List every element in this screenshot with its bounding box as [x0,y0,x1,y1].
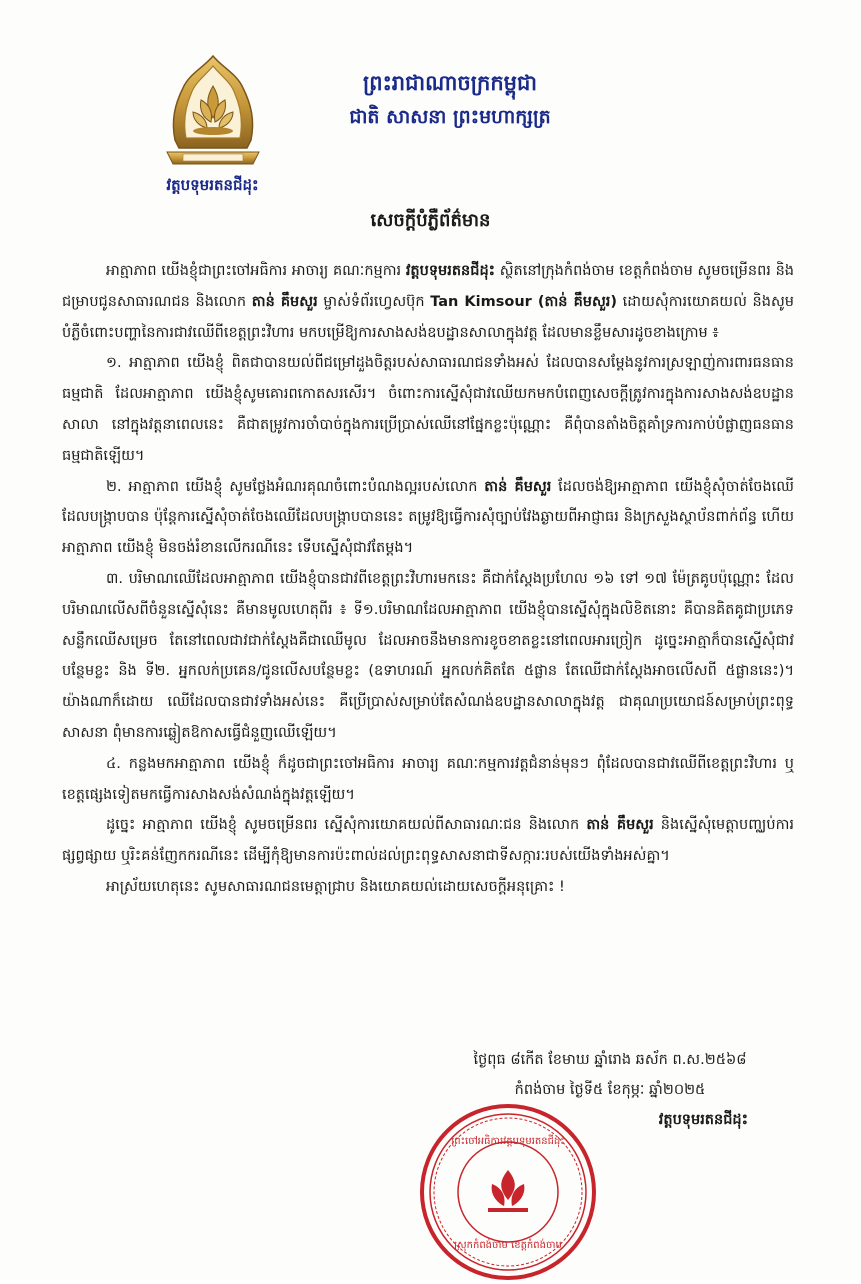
signer-name: វត្តបទុមរតនជីដុះ [658,1112,748,1128]
temple-seal-icon [416,1100,600,1284]
paragraph-text: ម្ចាស់ទំព័រហ្វេសប៊ុក [317,293,431,310]
motto-kingdom: ព្រះរាជាណាចក្រកម្ពុជា [362,70,537,95]
seal-text-bottom: ស្រុកកំពង់ចាម ខេត្តកំពង់ចាម [454,1240,562,1251]
document-body [62,256,794,903]
paragraph-text: ៣. បរិមាណឈើដែលអាត្មាភាព យើងខ្ញុំបានជាវពីខេត្តព្រះវិហារមកនេះ គឺជាក់ស្តែងប្រហែល ១៦ ទៅ ១៧ ម៉ែត្រគូបប៉ុណ្ណោះ ដែលបរិមាណលើសពីចំនួនស្នើសុំនេះ គឺមានមូលហេតុពីរ ៖ ទី១.បរិមាណដែលអាត្មាភាព យើងខ្ញុំបានស្នើសុំក្នុងលិខិតនោះ គឺបានគិតគូជាប្រភេទសន្លឹកឈើសម្រេច តែនៅពេលជាវជាក់ស្តែងគឺជាឈើមូល ដែលអាចនឹងមានការខូចខាតខ្លះនៅពេលអារច្រៀក ដូច្នេះអាត្មាក៏បានស្នើសុំជាវបន្ថែមខ្លះ និង ទី២. អ្នកលក់ប្រគេន/ជូនលើសបន្ថែមខ្លះ (ឧទាហរណ៍ អ្នកលក់គិតតែ ៥ផ្លាន តែឈើជាក់ស្តែងអាចលើសពី ៥ផ្លាននេះ)។ យ៉ាងណាក៏ដោយ ឈើដែលបានជាវទាំងអស់នេះ គឺប្រើប្រាស់សម្រាប់តែសំណង់ឧបដ្ឋានសាលាក្នុងវត្ត ជាគុណប្រយោជន៍សម្រាប់ព្រះពុទ្ធសាសនា ពុំមានការឆ្លៀតឱកាសធ្វើជំនួញឈើឡើយ។ [62,570,794,741]
bold-name-text: តាន់ គឹមសួរ [586,817,654,834]
body-paragraph [62,872,794,903]
motto-nation-religion-king: ជាតិ សាសនា ព្រះមហាក្សត្រ [349,106,551,128]
body-paragraph [62,749,794,811]
document-title: សេចក្តីបំភ្លឺព័ត៌មាន [370,210,491,231]
temple-name: វត្តបទុមរតនជីដុះ [166,176,259,194]
body-paragraph [62,348,794,471]
paragraph-text: ស្ថិតនៅក្រុងកំពង់ចាម ខេត្តកំពង់ចាម សូមចម្រើនពរ និងជម្រាបជូនសាធារណជន និងលោក [62,263,794,310]
seal-text-top: ព្រះចៅអធិការវត្តបទុមរតនជីដុះ [451,1136,565,1147]
bold-name-text: តាន់ គឹមសួរ [251,293,318,310]
temple-logo-block [140,52,285,198]
paragraph-text: អាត្មាភាព យើងខ្ញុំជាព្រះចៅអធិការ អាចារ្យ គណៈកម្មការ [106,263,406,279]
bold-name-text: វត្តបទុមរតនជីដុះ [405,263,496,279]
lunar-date: ថ្ងៃពុធ ៨កើត ខែមាឃ ឆ្នាំរោង ឆស័ក ព.ស.២៥៦៨ [473,1052,747,1068]
paragraph-text: ២. អាត្មាភាព យើងខ្ញុំ សូមថ្លែងអំណរគុណចំពោះបំណងល្អរបស់លោក [106,478,485,495]
body-paragraph [62,256,794,348]
place-date: កំពង់ចាម ថ្ងៃទី៥ ខែកុម្ភៈ ឆ្នាំ២០២៥ [514,1082,706,1098]
bold-name-text: Tan Kimsour (តាន់ គឹមសួរ) [430,293,618,310]
paragraph-text: ដូច្នេះ អាត្មាភាព យើងខ្ញុំ សូមចម្រើនពរ ស្នើសុំការយោគយល់ពីសាធារណៈជន និងលោក [106,817,587,834]
body-paragraph [62,472,794,564]
paragraph-text: និងស្នើសុំមេត្តាបញ្ឈប់ការផ្សព្វផ្សាយ ឬរិះគន់ញែកករណីនេះ ដើម្បីកុំឱ្យមានការប៉ះពាល់ដល់ព្រះពុទ្ធសាសនាជាទីសក្ការៈរបស់យើងទាំងអស់គ្នា។ [62,817,794,865]
body-paragraph [62,810,794,872]
temple-logo-icon [163,52,263,170]
paragraph-text: ដែលចង់ឱ្យអាត្មាភាព យើងខ្ញុំសុំចាត់ចែងឈើដែលបង្ក្រាបបាន ប៉ុន្តែការស្នើសុំចាត់ចែងឈើដែលបង្ក្រាបបាននេះ តម្រូវឱ្យធ្វើការសុំច្បាប់វែងឆ្ងាយពីអាជ្ញាធរ និងក្រសួងស្ថាប័នពាក់ព័ន្ធ ហើយអាត្មាភាព យើងខ្ញុំ មិនចង់រំខានលើករណីនេះ ទើបស្នើសុំជាវតែម្តង។ [62,478,794,557]
paragraph-text: អាស្រ័យហេតុនេះ សូមសាធារណជនមេត្តាជ្រាប និងយោគយល់ដោយសេចក្តីអនុគ្រោះ ! [106,878,565,895]
national-motto [300,66,600,134]
paragraph-text: ៤. កន្លងមកអាត្មាភាព យើងខ្ញុំ ក៏ដូចជាព្រះចៅអធិការ អាចារ្យ គណៈកម្មការវត្តជំនាន់មុនៗ ពុំដែលបានជាវឈើពីខេត្តព្រះវិហារ ឬខេត្តផ្សេងទៀតមកធ្វើការសាងសង់សំណង់ក្នុងវត្តឡើយ។ [62,755,794,803]
bold-name-text: តាន់ គឹមសួរ [484,478,552,495]
paragraph-text: ១. អាត្មាភាព យើងខ្ញុំ ពិតជាបានយល់ពីជម្រៅដួងចិត្តរបស់សាធារណជនទាំងអស់ ដែលបានសម្តែងនូវការស្រឡាញ់ការពារធនធានធម្មជាតិ ដែលអាត្មាភាព យើងខ្ញុំសូមគោរពកោតសរសើរ។ ចំពោះការស្នើសុំជាវឈើយកមកបំពេញសេចក្តីត្រូវការក្នុងការសាងសង់ឧបដ្ឋានសាលា នៅក្នុងវត្តនាពេលនេះ គឺជាតម្រូវការចាំបាច់ក្នុងការប្រើប្រាស់ឈើនៅផ្នែកខ្លះប៉ុណ្ណោះ គឺពុំបានតាំងចិត្តគាំទ្រការកាប់បំផ្លាញធនធានធម្មជាតិឡើយ។ [62,355,794,464]
paragraph-text: ដោយសុំការយោគយល់ និងសូមបំភ្លឺចំពោះបញ្ហានៃការជាវឈើពីខេត្តព្រះវិហារ មកបម្រើឱ្យការសាងសង់ឧបដ្ឋានសាលាក្នុងវត្ត ដែលមានខ្លឹមសារដូចខាងក្រោម ៖ [62,293,794,341]
body-paragraph [62,564,794,749]
